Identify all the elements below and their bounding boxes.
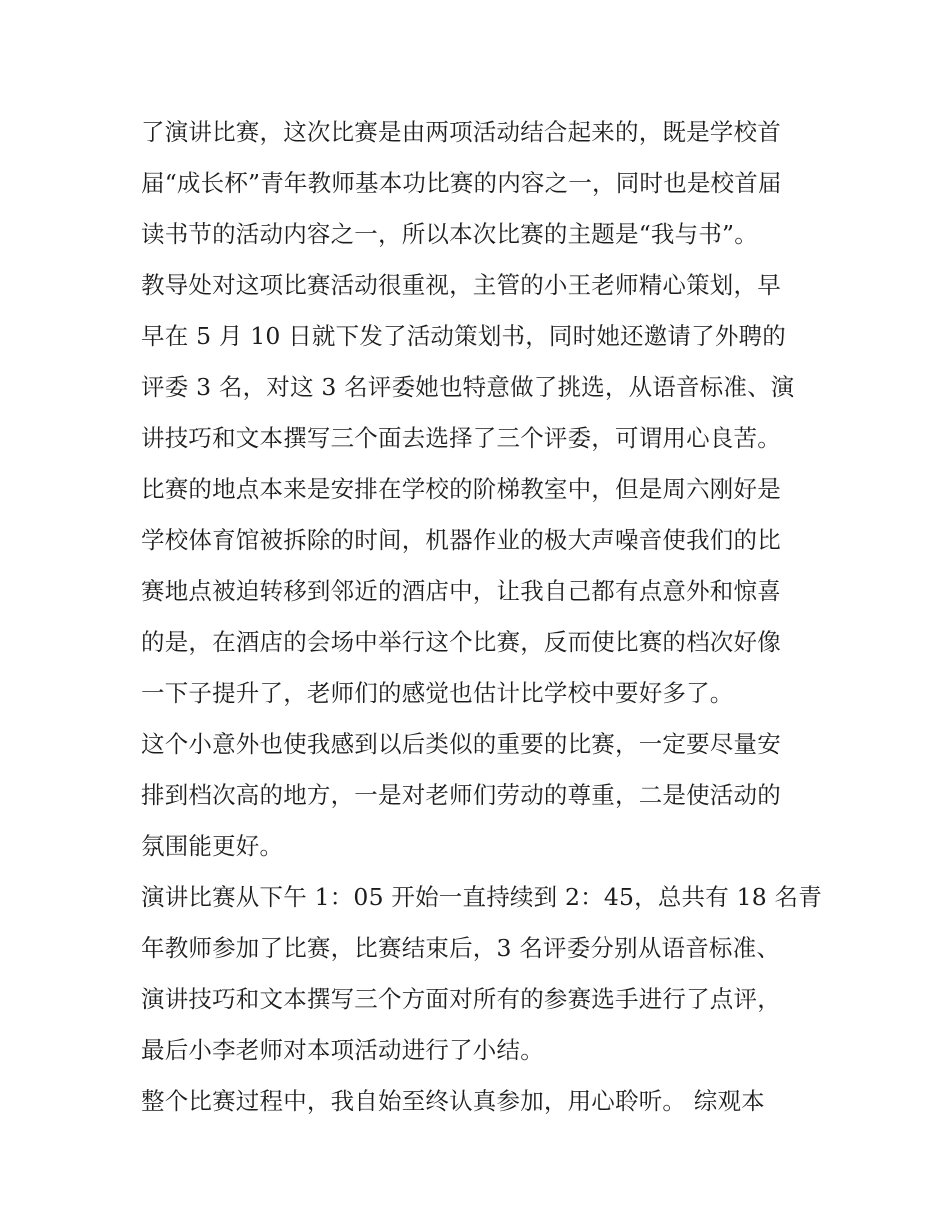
paragraph-3 — [141, 464, 821, 719]
text-line: 演讲比赛从下午 1：05 开始一直持续到 2：45，总共有 18 名青 — [141, 883, 822, 911]
text-line: 读书节的活动内容之一，所以本次比赛的主题是“我与书”。 — [141, 220, 758, 248]
text-line: 评委 3 名，对这 3 名评委她也特意做了挑选，从语音标准、演 — [141, 373, 795, 401]
paragraph-6 — [141, 1076, 821, 1127]
text-line: 氛围能更好。 — [141, 832, 284, 860]
text-line: 赛地点被迫转移到邻近的酒店中，让我自己都有点意外和惊喜 — [141, 577, 781, 605]
paragraph-1 — [141, 107, 821, 260]
paragraph-4 — [141, 719, 821, 872]
text-line: 这个小意外也使我感到以后类似的重要的比赛，一定要尽量安 — [141, 730, 781, 758]
text-line: 排到档次高的地方，一是对老师们劳动的尊重，二是使活动的 — [141, 781, 781, 809]
paragraph-2 — [141, 260, 821, 464]
text-line: 比赛的地点本来是安排在学校的阶梯教室中，但是周六刚好是 — [141, 475, 781, 503]
text-line: 讲技巧和文本撰写三个面去选择了三个评委，可谓用心良苦。 — [141, 424, 781, 452]
text-line: 最后小李老师对本项活动进行了小结。 — [141, 1036, 544, 1064]
text-line: 一下子提升了，老师们的感觉也估计比学校中要好多了。 — [141, 679, 734, 707]
document-body — [141, 107, 821, 1127]
text-line: 学校体育馆被拆除的时间，机器作业的极大声噪音使我们的比 — [141, 526, 781, 554]
text-line: 年教师参加了比赛，比赛结束后，3 名评委分别从语音标准、 — [141, 934, 781, 962]
paragraph-5 — [141, 872, 821, 1076]
text-line: 届“成长杯”青年教师基本功比赛的内容之一，同时也是校首届 — [141, 169, 782, 197]
text-line: 的是，在酒店的会场中举行这个比赛，反而使比赛的档次好像 — [141, 628, 781, 656]
text-line: 整个比赛过程中，我自始至终认真参加，用心聆听。 综观本 — [141, 1087, 765, 1115]
text-line: 演讲技巧和文本撰写三个方面对所有的参赛选手进行了点评， — [141, 985, 781, 1013]
text-line: 教导处对这项比赛活动很重视，主管的小王老师精心策划，早 — [141, 271, 781, 299]
text-line: 了演讲比赛，这次比赛是由两项活动结合起来的，既是学校首 — [141, 118, 781, 146]
text-line: 早在 5 月 10 日就下发了活动策划书，同时她还邀请了外聘的 — [141, 322, 786, 350]
